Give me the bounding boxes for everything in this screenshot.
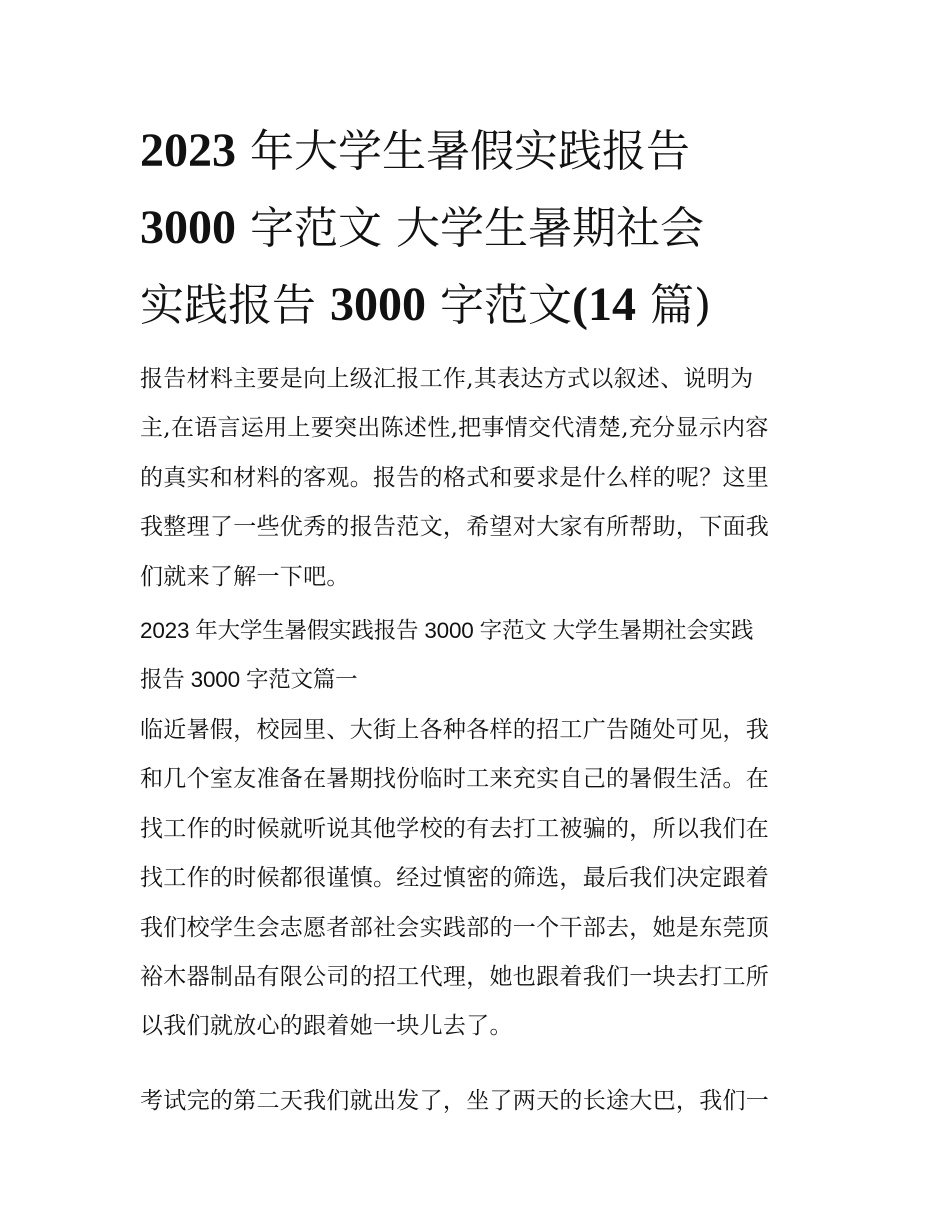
text-line: 考试完的第二天我们就出发了，坐了两天的长途大巴，我们一 bbox=[140, 1088, 770, 1114]
title-year: 2023 bbox=[140, 124, 236, 177]
document-title bbox=[140, 112, 820, 343]
text-line: 裕木器制品有限公司的招工代理，她也跟着我们一块去打工所 bbox=[140, 963, 770, 990]
text-line: 和几个室友准备在暑期找份临时工来充实自己的暑假生活。在 bbox=[140, 766, 770, 793]
body-paragraph-1 bbox=[140, 706, 820, 1052]
title-word-count: 3000 bbox=[140, 201, 236, 254]
body-paragraph-2 bbox=[140, 1077, 820, 1126]
text-line: 找工作的时候都很谨慎。经过慎密的筛选，最后我们决定跟着 bbox=[140, 865, 770, 892]
title-count: (14 bbox=[572, 278, 636, 331]
text-line: 以我们就放心的跟着她一块儿去了。 bbox=[140, 1013, 513, 1040]
heading-line: 报告 3000 字范文篇一 bbox=[140, 667, 358, 693]
title-line-2: 3000 字范文 大学生暑期社会 bbox=[140, 201, 704, 254]
title-word-count-2: 3000 bbox=[330, 278, 426, 331]
text-line: 的真实和材料的客观。报告的格式和要求是什么样的呢？这里 bbox=[140, 464, 770, 491]
title-line-3: 实践报告 3000 字范文(14 篇) bbox=[140, 278, 712, 331]
text-line: 我整理了一些优秀的报告范文，希望对大家有所帮助，下面我 bbox=[140, 514, 770, 541]
text-line: 主,在语言运用上要突出陈述性,把事情交代清楚,充分显示内容 bbox=[140, 415, 769, 442]
intro-paragraph bbox=[140, 355, 820, 602]
text-line: 找工作的时候就听说其他学校的有去打工被骗的，所以我们在 bbox=[140, 815, 770, 842]
text-line: 我们校学生会志愿者部社会实践部的一个干部去，她是东莞顶 bbox=[140, 914, 770, 941]
text-line: 们就来了解一下吧。 bbox=[140, 563, 350, 590]
title-line-1: 2023 年大学生暑假实践报告 bbox=[140, 124, 690, 177]
heading-line: 2023 年大学生暑假实践报告 3000 字范文 大学生暑期社会实践 bbox=[140, 618, 754, 643]
text-line: 临近暑假，校园里、大街上各种各样的招工广告随处可见，我 bbox=[140, 717, 770, 743]
section-heading bbox=[140, 606, 820, 705]
text-line: 报告材料主要是向上级汇报工作,其表达方式以叙述、说明为 bbox=[140, 366, 754, 392]
